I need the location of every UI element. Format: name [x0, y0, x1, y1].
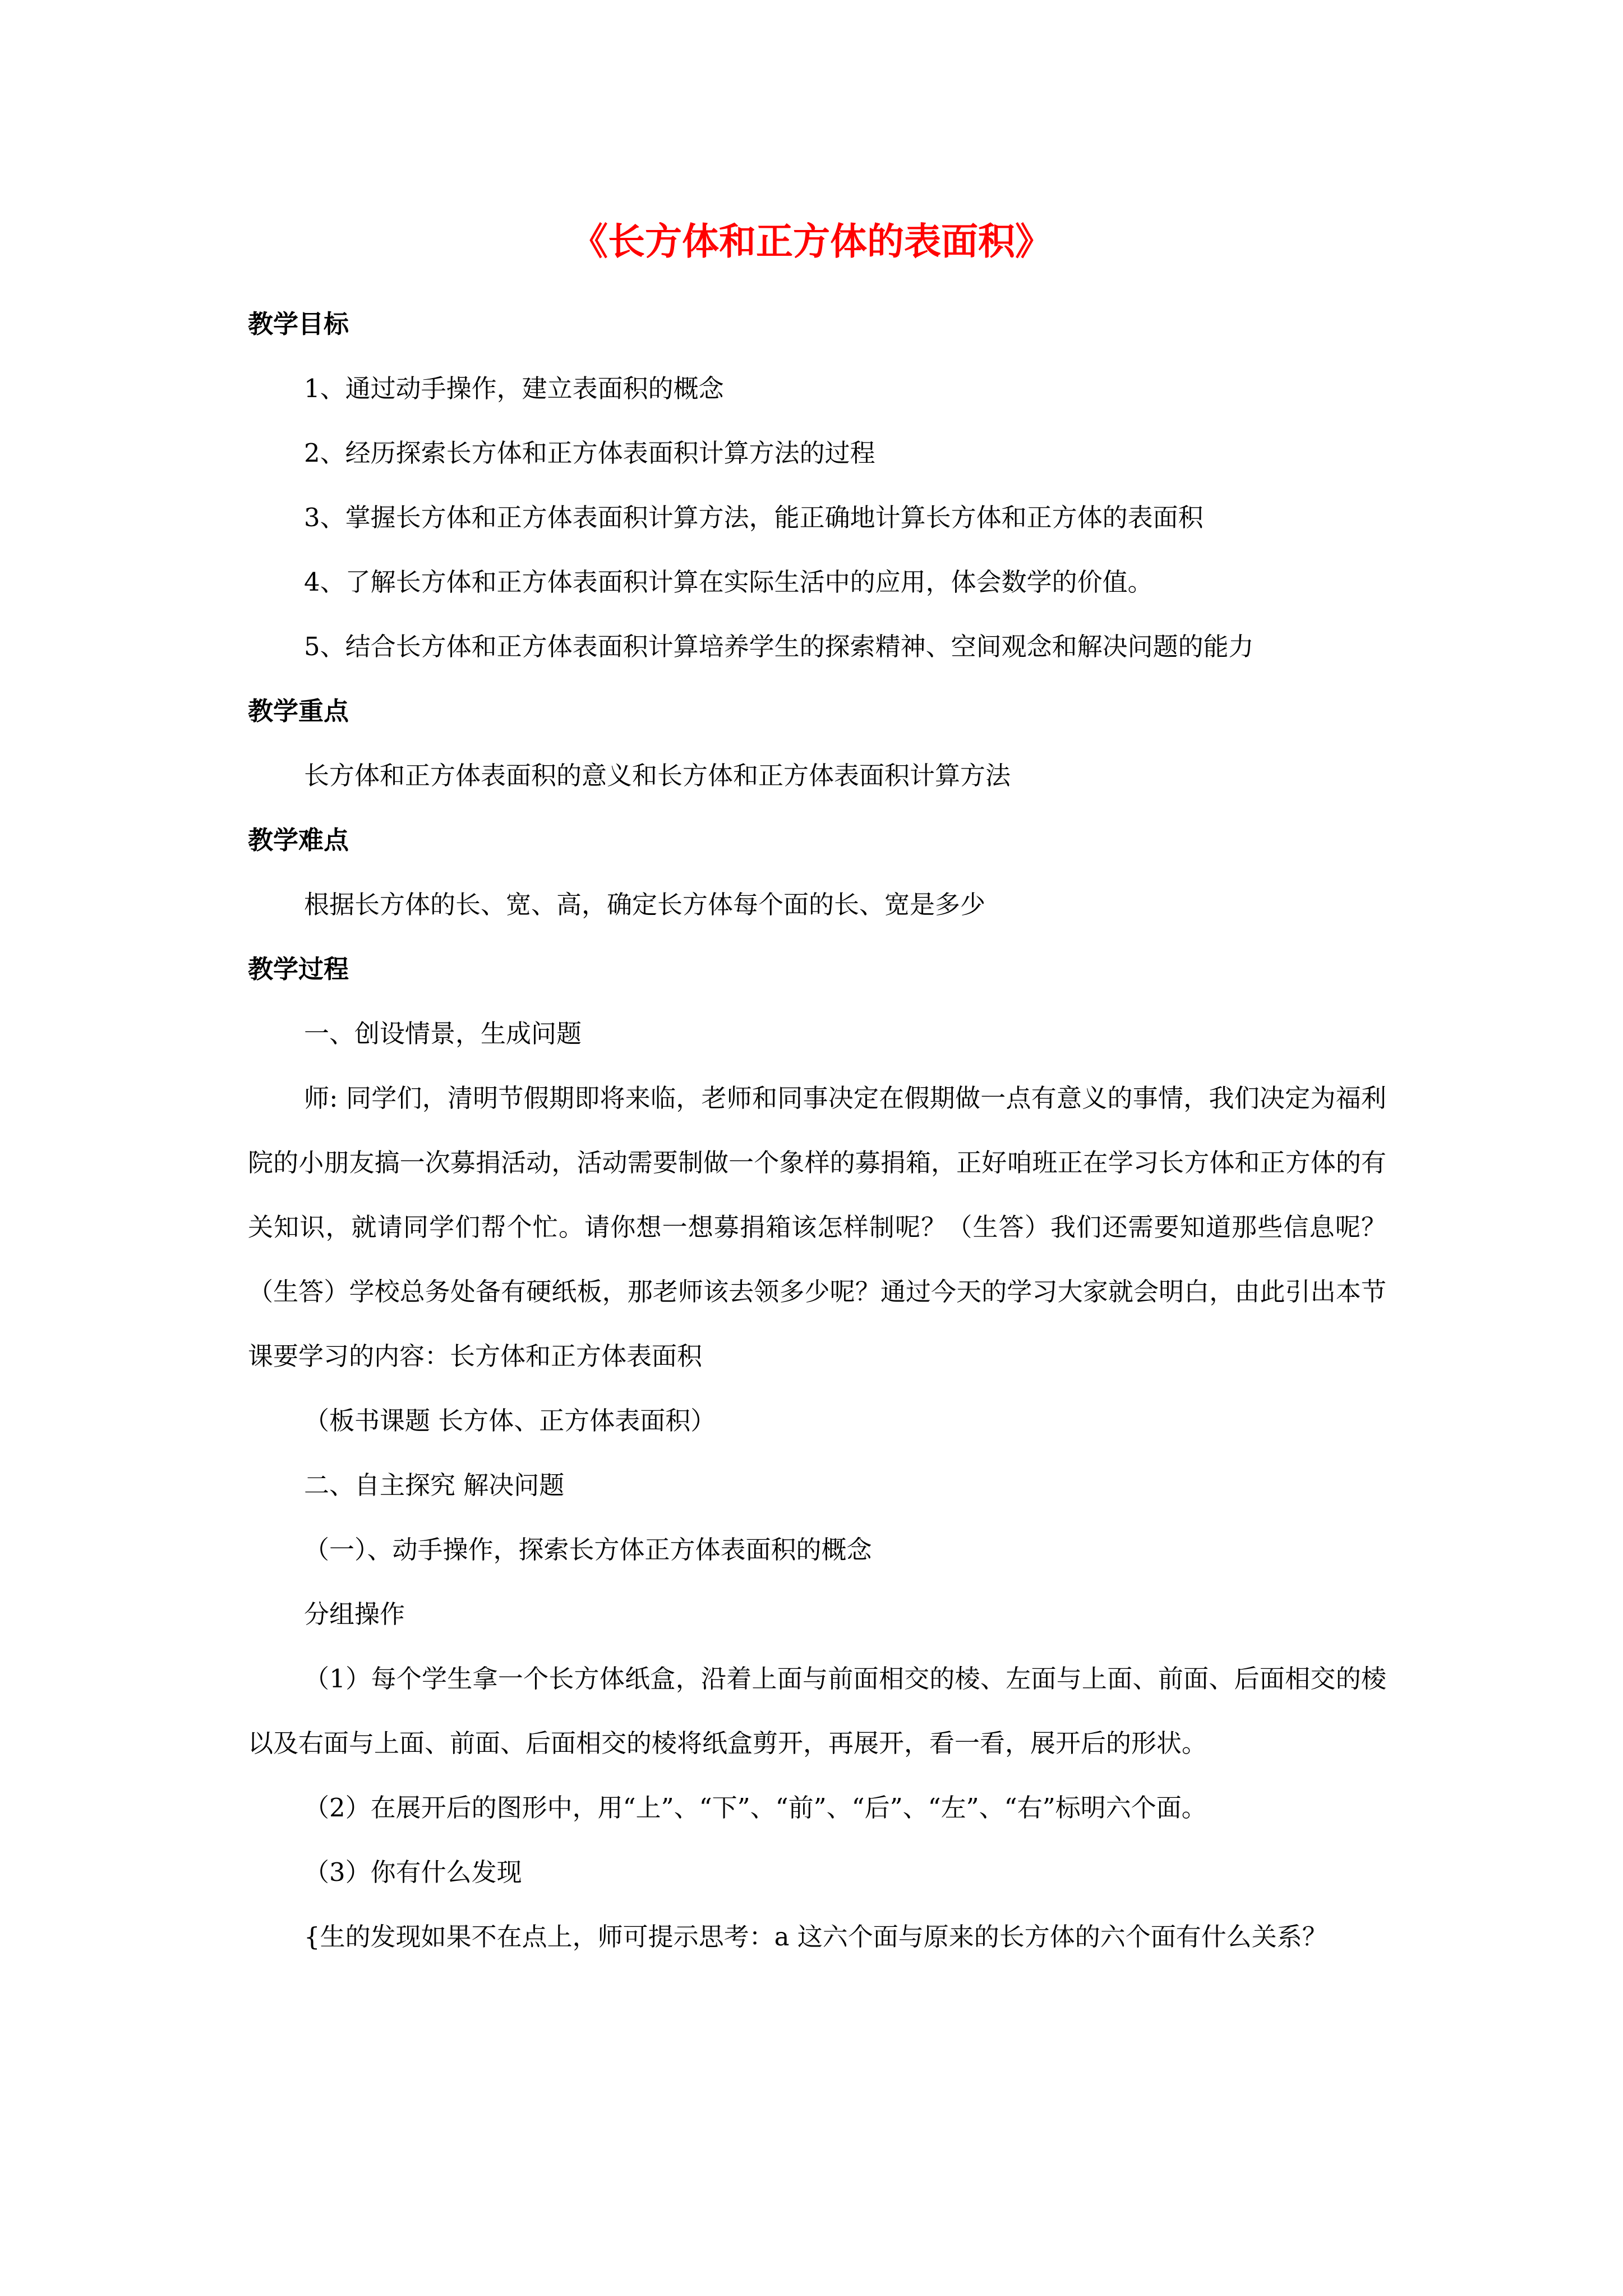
objective-item: 3、掌握长方体和正方体表面积计算方法，能正确地计算长方体和正方体的表面积 — [304, 503, 1204, 532]
process-paragraph: （2）在展开后的图形中，用“上”、“下”、“前”、“后”、“左”、“右”标明六个面。 — [304, 1793, 1207, 1823]
difficulty-heading: 教学难点 — [248, 825, 349, 855]
objective-item: 2、经历探索长方体和正方体表面积计算方法的过程 — [304, 438, 875, 468]
objective-item: 5、结合长方体和正方体表面积计算培养学生的探索精神、空间观念和解决问题的能力 — [304, 632, 1254, 661]
process-paragraph: 二、自主探究 解决问题 — [304, 1470, 565, 1500]
process-paragraph: 分组操作 — [304, 1599, 405, 1629]
document-title: 《长方体和正方体的表面积》 — [571, 219, 1052, 263]
objective-item: 4、了解长方体和正方体表面积计算在实际生活中的应用，体会数学的价值。 — [304, 567, 1153, 597]
process-paragraph: 师: 同学们，清明节假期即将来临，老师和同事决定在假期做一点有意义的事情，我们决定为福利院的小朋友搞一次募捐活动，活动需要制做一个象样的募捐箱，正好咱班正在学习长方体和正方体的有关知识，就请同学们帮个忙。请你想一想募捐箱该怎样制呢？（生答）我们还需要知道那些信息呢？（生答）学校总务处备有硬纸板，那老师该去领多少呢？通过今天的学习大家就会明白，由此引出本节课要学习的内容：长方体和正方体表面积 — [248, 1083, 1386, 1371]
process-paragraph: {生的发现如果不在点上，师可提示思考：a 这六个面与原来的长方体的六个面有什么关系？ — [304, 1922, 1327, 1952]
process-paragraph: （一）、动手操作，探索长方体正方体表面积的概念 — [304, 1535, 872, 1565]
process-paragraph: （板书课题 长方体、正方体表面积） — [304, 1406, 716, 1435]
key-points-heading: 教学重点 — [248, 696, 349, 726]
key-points-text: 长方体和正方体表面积的意义和长方体和正方体表面积计算方法 — [304, 761, 1011, 790]
objectives-heading: 教学目标 — [248, 309, 349, 339]
process-heading: 教学过程 — [248, 954, 349, 984]
process-paragraph: （3）你有什么发现 — [304, 1857, 522, 1887]
document-body — [248, 292, 1386, 1969]
process-paragraph: （1）每个学生拿一个长方体纸盒，沿着上面与前面相交的棱、左面与上面、前面、后面相交的棱以及右面与上面、前面、后面相交的棱将纸盒剪开，再展开，看一看，展开后的形状。 — [248, 1664, 1386, 1758]
process-paragraph: 一、创设情景，生成问题 — [304, 1019, 582, 1048]
difficulty-text: 根据长方体的长、宽、高，确定长方体每个面的长、宽是多少 — [304, 890, 986, 919]
objective-item: 1、通过动手操作，建立表面积的概念 — [304, 374, 724, 403]
